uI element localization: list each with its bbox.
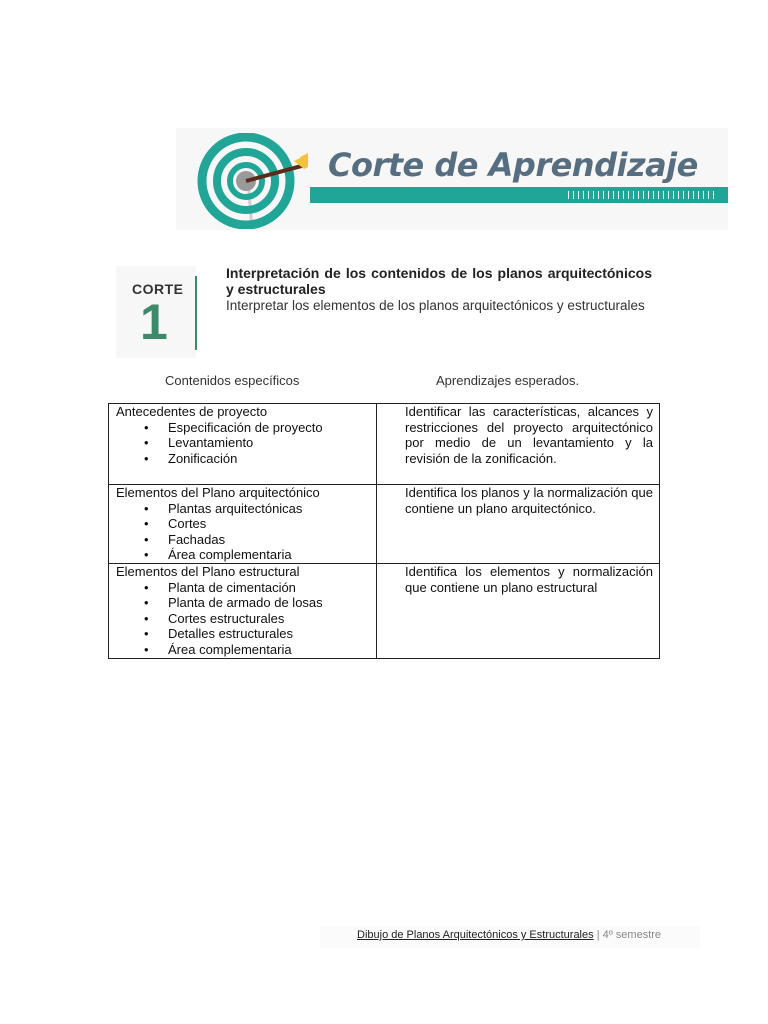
list-item: • Área complementaria (144, 547, 372, 563)
list-item: • Especificación de proyecto (144, 420, 372, 436)
banner-tick-pattern (568, 191, 718, 199)
learning-cell: Identifica los planos y la normalización que contiene un plano arquitectónico. (377, 485, 660, 564)
contents-cell (109, 485, 377, 564)
column-header-learnings: Aprendizajes esperados. (436, 373, 580, 388)
footer-course: Dibujo de Planos Arquitectónicos y Estructurales (357, 929, 594, 941)
footer-semester: 4º semestre (602, 929, 662, 941)
list-item: • Levantamiento (144, 435, 372, 451)
list-item: • Zonificación (144, 451, 372, 467)
learning-cell: Identificar las características, alcances y restricciones del proyecto arquitectónico por medio de un levantamiento y la revisión de la zonificación. (377, 404, 660, 485)
contents-cell (109, 404, 377, 485)
list-item: • Planta de armado de losas (144, 595, 372, 611)
bullet-list (116, 501, 372, 563)
corte-title: Interpretación de los contenidos de los planos arquitectónicos y estructurales (226, 265, 652, 297)
table-row (109, 485, 660, 564)
row-heading: Elementos del Plano estructural (116, 564, 300, 579)
corte-subtitle: Interpretar los elementos de los planos arquitectónicos y estructurales (226, 298, 645, 313)
corte-divider (195, 276, 197, 350)
table-row (109, 404, 660, 485)
list-item: • Cortes estructurales (144, 611, 372, 627)
corte-label: CORTE (132, 281, 184, 297)
list-item: • Cortes (144, 516, 372, 532)
contents-cell (109, 564, 377, 659)
corte-number: 1 (140, 294, 168, 350)
banner-title: Corte de Aprendizaje (328, 146, 698, 184)
column-header-contents: Contenidos específicos (165, 373, 300, 388)
list-item: • Detalles estructurales (144, 626, 372, 642)
table-row (109, 564, 660, 659)
list-item: • Fachadas (144, 532, 372, 548)
footer-separator: | (596, 929, 600, 941)
page-footer (357, 929, 661, 941)
row-heading: Antecedentes de proyecto (116, 404, 268, 419)
contents-table (108, 403, 660, 659)
learning-cell: Identifica los elementos y normalización que contiene un plano estructural (377, 564, 660, 659)
list-item: • Plantas arquitectónicas (144, 501, 372, 517)
target-arrow-icon (196, 133, 308, 229)
list-item: • Área complementaria (144, 642, 372, 658)
bullet-list (116, 580, 372, 658)
bullet-list (116, 420, 372, 467)
row-heading: Elementos del Plano arquitectónico (116, 485, 320, 500)
list-item: • Planta de cimentación (144, 580, 372, 596)
